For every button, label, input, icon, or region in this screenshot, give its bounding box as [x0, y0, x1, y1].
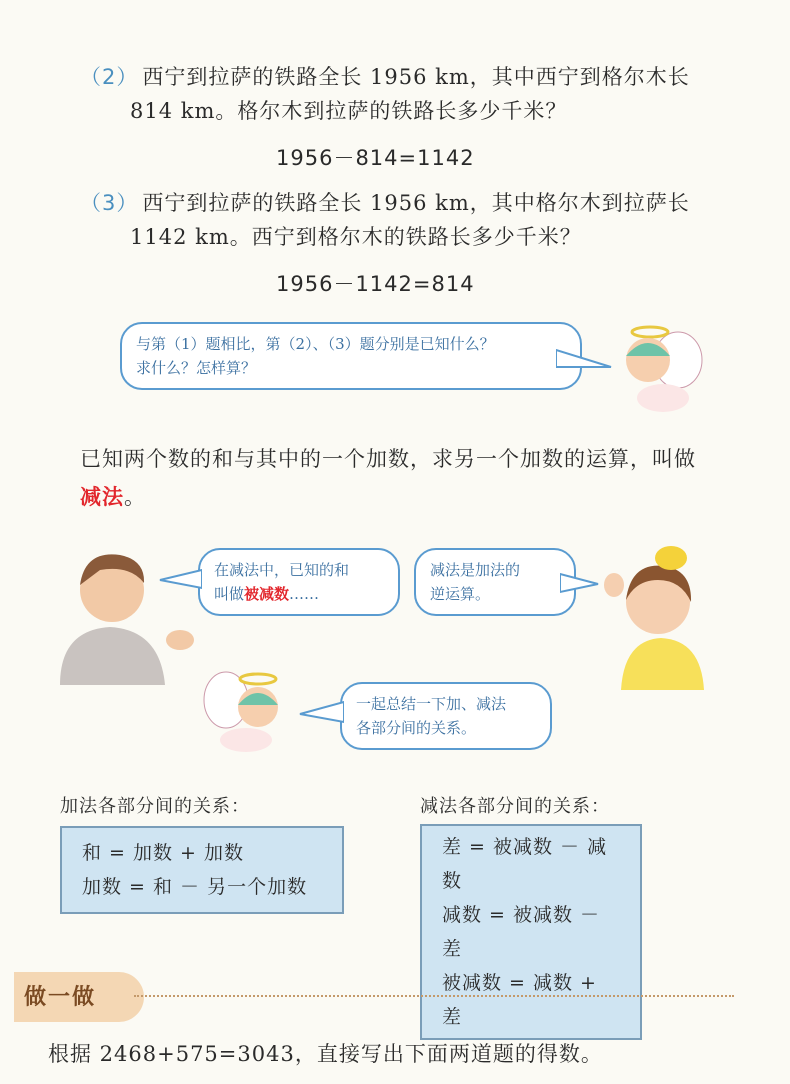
- subtraction-relation-line: 减数 = 被减数 － 差: [442, 904, 601, 960]
- definition-term: 减法: [80, 484, 124, 509]
- addition-relation-line: 和 = 加数 + 加数: [82, 842, 244, 864]
- boy-bubble-post: ……: [289, 585, 320, 603]
- angel-bubble-line1: 与第（1）题相比，第（2）、（3）题分别是已知什么？: [136, 335, 495, 353]
- problem-2-number: （2）: [80, 65, 139, 89]
- angel-bubble-line2: 求什么？怎样算？: [136, 359, 257, 377]
- boy-bubble-line1: 在减法中，已知的和: [214, 561, 350, 579]
- boy-bubble-term: 被减数: [244, 585, 290, 603]
- problem-3: [80, 186, 690, 254]
- angel-speech-bubble: [120, 322, 582, 390]
- boy-bubble-pre: 叫做: [214, 585, 245, 603]
- subtraction-relation-line: 被减数 = 减数 + 差: [442, 972, 597, 1028]
- definition-end: 。: [124, 485, 146, 509]
- bubble-tail: [158, 568, 202, 592]
- subtraction-relations-title: 减法各部分间的关系：: [420, 796, 610, 817]
- exercise-section-banner: 做一做: [14, 972, 144, 1022]
- angel-illustration: [608, 320, 708, 420]
- problem-2-line2: 814 km。格尔木到拉萨的铁路长多少千米？: [130, 99, 568, 123]
- angel2-bubble-line1: 一起总结一下加、减法: [356, 695, 507, 713]
- girl-illustration: [596, 540, 716, 690]
- girl-bubble-line2: 逆运算。: [430, 585, 491, 603]
- girl-bubble-line1: 减法是加法的: [430, 561, 521, 579]
- problem-2-equation: 1956－814=1142: [276, 146, 475, 170]
- problem-3-equation: 1956－1142=814: [276, 272, 475, 296]
- subtraction-relation-line: 差 = 被减数 － 减数: [442, 836, 608, 892]
- addition-relations-box: [60, 826, 344, 914]
- bubble-tail: [298, 700, 344, 726]
- section-divider: [134, 995, 734, 997]
- boy-illustration: [40, 535, 200, 685]
- angel-summary-bubble: [340, 682, 552, 750]
- problem-2-line1: 西宁到拉萨的铁路全长 1956 km，其中西宁到格尔木长: [142, 65, 690, 89]
- exercise-instruction: 根据 2468+575=3043，直接写出下面两道题的得数。: [48, 1042, 603, 1066]
- problem-3-number: （3）: [80, 191, 139, 215]
- definition-text: 已知两个数的和与其中的一个加数，求另一个加数的运算，叫做: [80, 447, 696, 471]
- problem-3-line2: 1142 km。西宁到格尔木的铁路长多少千米？: [130, 225, 582, 249]
- bubble-tail: [556, 345, 616, 375]
- angel2-bubble-line2: 各部分间的关系。: [356, 719, 477, 737]
- subtraction-definition: [80, 440, 710, 516]
- problem-2: [80, 60, 690, 128]
- problem-3-line1: 西宁到拉萨的铁路全长 1956 km，其中格尔木到拉萨长: [142, 191, 690, 215]
- angel-illustration: [196, 665, 306, 755]
- bubble-tail: [560, 572, 600, 596]
- addition-relations-title: 加法各部分间的关系：: [60, 796, 250, 817]
- addition-relation-line: 加数 = 和 － 另一个加数: [82, 876, 308, 898]
- subtraction-relations-box: [420, 824, 642, 1040]
- girl-speech-bubble: [414, 548, 576, 616]
- boy-speech-bubble: [198, 548, 400, 616]
